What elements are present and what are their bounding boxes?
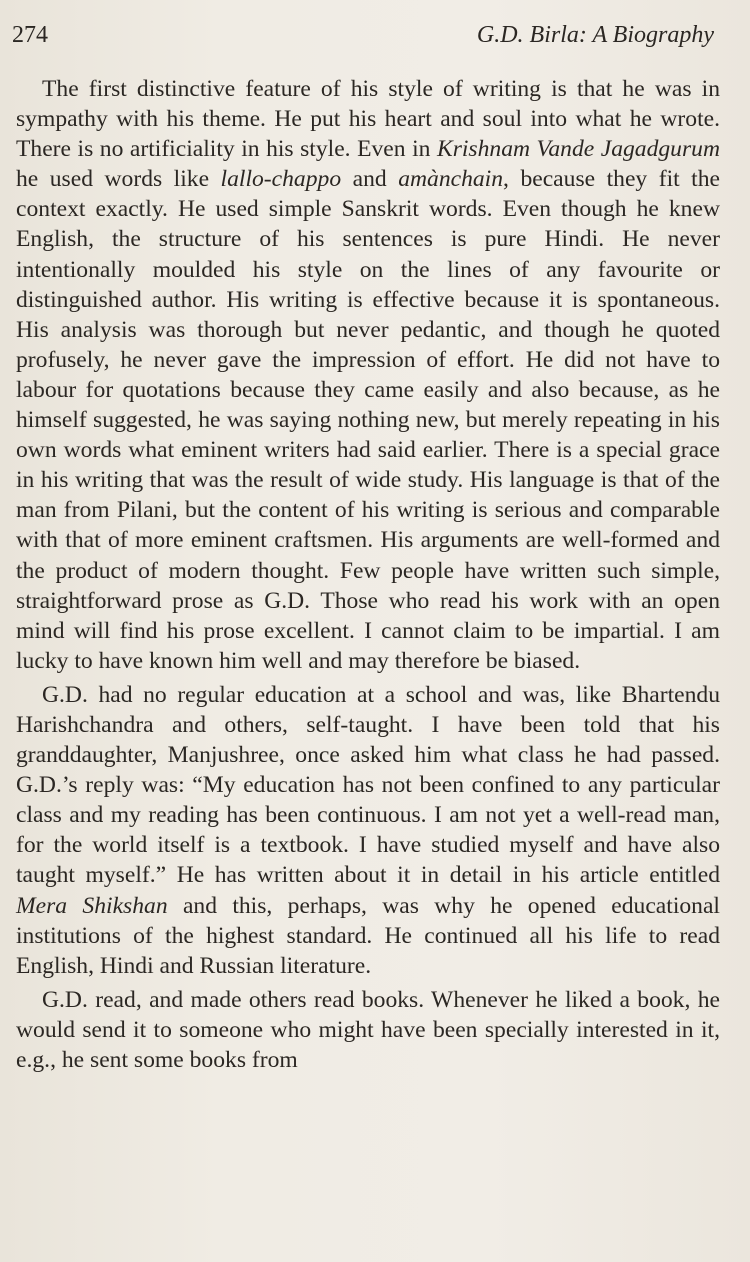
- italic-text: Mera Shikshan: [16, 892, 168, 919]
- page-number: 274: [12, 22, 48, 48]
- italic-text: Krishnam Vande Jagadgurum: [436, 136, 720, 163]
- text-run: G.D. read, and made others read books. Whenever he liked a book, he would send it to someone who might have been specially interested in it, e.g., he sent some books from: [16, 986, 720, 1073]
- text-run: , because they fit the context exactly. He used simple Sanskrit words. Even though he knew English, the structure of his sentences is pure Hindi. He never intentionally moulded his style on the lines of any favourite or distinguished author. His writing is effective because it is spontaneous. His analysis was thorough but never pedantic, and though he quoted profusely, he never gave the impression of effort. He did not have to labour for quotations because they came easily and also because, as he himself suggested, he was saying nothing new, but merely repeating in his own words what eminent writers had said earlier. There is a special grace in his writing that was the result of wide study. His language is that of the man from Pilani, but the content of his writing is serious and comparable with that of more eminent craftsmen. His arguments are well-formed and the product of modern thought. Few people have written such simple, straightforward prose as G.D. Those who read his work with an open mind will find his prose excellent. I cannot claim to be impartial. I am lucky to have known him well and may therefore be biased.: [16, 166, 720, 674]
- text-run: The first distinctive feature of his style of writing is that he was in sympathy with his theme. He put his heart and soul into what he wrote. There is no artificiality in his style. Even in: [16, 76, 720, 163]
- text-run: G.D. had no regular education at a school and was, like Bhartendu Harishchandra and others, self-taught. I have been told that his granddaughter, Manjushree, once asked him what class he had passed. G.D.’s reply was: “My education has not been confined to any particular class and my reading has been continuous. I am not yet a well-read man, for the world itself is a textbook. I have studied myself and have also taught myself.” He has written about it in detail in his article entitled: [16, 681, 720, 889]
- paragraph: [16, 985, 720, 1075]
- paragraph: [16, 74, 720, 676]
- text-run: and this, perhaps, was why he opened educational institutions of the highest standard. He continued all his life to read English, Hindi and Russian literature.: [16, 892, 720, 979]
- paragraph: [16, 680, 720, 981]
- running-title: G.D. Birla: A Biography: [476, 22, 714, 48]
- page-header: [12, 22, 714, 54]
- italic-text: lallo-chappo: [220, 166, 342, 193]
- text-run: he used words like: [16, 166, 221, 193]
- text-run: and: [341, 166, 399, 193]
- body-text: [16, 74, 720, 1075]
- italic-text: amànchain: [398, 166, 504, 193]
